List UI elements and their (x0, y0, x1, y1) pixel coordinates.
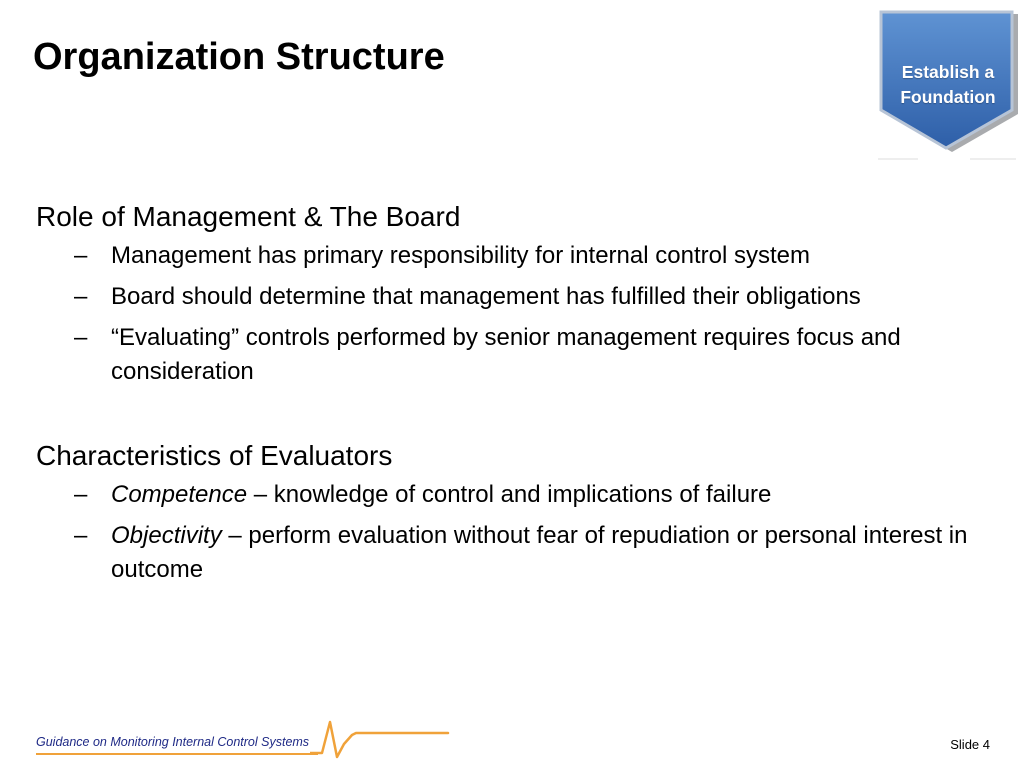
bullet-list (36, 239, 1006, 389)
badge-label (884, 60, 1012, 110)
bullet-item (36, 478, 1006, 512)
section-characteristics-of-evaluators (36, 437, 1006, 587)
footer-underline (36, 753, 318, 755)
bullet-term: Objectivity (111, 522, 222, 549)
slide-number: Slide 4 (950, 737, 990, 752)
bullet-text: – knowledge of control and implications of failure (247, 481, 772, 508)
slide-title: Organization Structure (33, 36, 445, 78)
bullet-text: – perform evaluation without fear of repudiation or personal interest in outcome (111, 522, 968, 583)
dash-bullet: – (74, 481, 88, 508)
bullet-text: Management has primary responsibility for internal control system (111, 242, 810, 269)
pulse-wave-icon (310, 716, 450, 760)
section-heading: Characteristics of Evaluators (36, 440, 393, 471)
bullet-text: “Evaluating” controls performed by senior management requires focus and consideration (111, 324, 901, 385)
badge-label-line1: Establish a (901, 62, 995, 82)
bullet-term: Competence (111, 481, 248, 508)
slide-content (36, 198, 1006, 594)
section-heading: Role of Management & The Board (36, 201, 461, 232)
section-role-of-management (36, 198, 1006, 389)
bullet-item (36, 321, 1006, 389)
bullet-list (36, 478, 1006, 587)
bullet-text: Board should determine that management has fulfilled their obligations (111, 283, 861, 310)
dash-bullet: – (74, 522, 88, 549)
establish-foundation-badge (878, 10, 1024, 160)
badge-label-line2: Foundation (900, 87, 996, 107)
bullet-item (36, 239, 1006, 273)
bullet-item (36, 280, 1006, 314)
dash-bullet: – (74, 283, 88, 310)
dash-bullet: – (74, 242, 88, 269)
bullet-item (36, 519, 1006, 587)
dash-bullet: – (74, 324, 88, 351)
footer-text: Guidance on Monitoring Internal Control Systems (36, 735, 310, 749)
